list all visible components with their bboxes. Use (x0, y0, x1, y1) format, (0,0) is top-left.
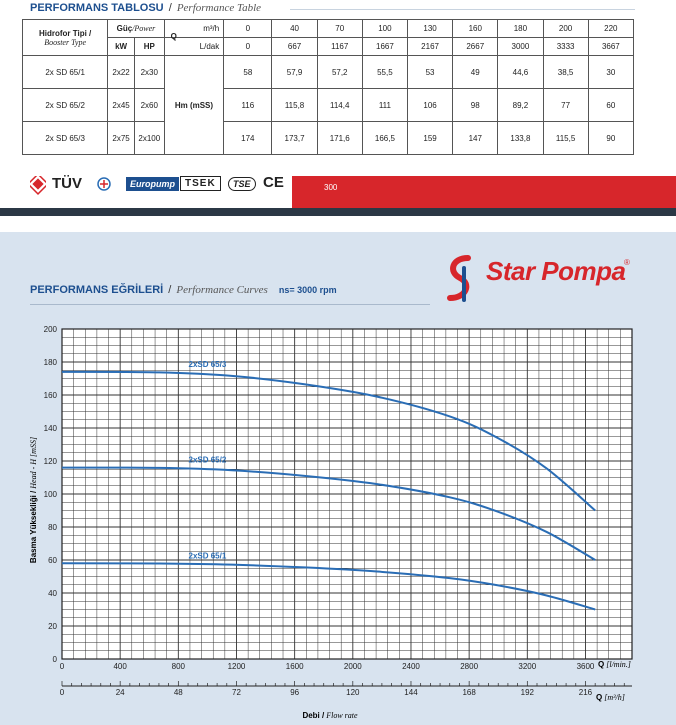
red-banner-text: 300 (324, 183, 338, 192)
head-value-cell: 89,2 (498, 89, 543, 122)
head-value-cell: 38,5 (543, 56, 588, 89)
model-cell: 2x SD 65/1 (23, 56, 108, 89)
x-tick-label-m3h: 120 (346, 688, 360, 697)
hp-cell: 2x60 (134, 89, 164, 122)
q-ldak-cell: 1667 (362, 38, 407, 56)
y-tick-label: 200 (43, 325, 57, 334)
x-tick-label-m3h: 48 (173, 688, 183, 697)
unit-m3h-label: m³/h (203, 24, 220, 33)
kw-header: kW (108, 38, 135, 56)
head-value-cell: 116 (224, 89, 272, 122)
head-value-cell: 57,9 (272, 56, 317, 89)
y-tick-label: 20 (48, 622, 57, 631)
head-value-cell: 77 (543, 89, 588, 122)
y-tick-label: 40 (48, 589, 57, 598)
q-m3h-cell: 40 (272, 20, 317, 38)
curves-subtitle: Performance Curves (176, 284, 268, 296)
x-tick-label-lmin: 2000 (343, 662, 362, 671)
x-tick-label-m3h: 96 (290, 688, 300, 697)
y-axis-ticks (44, 325, 58, 664)
y-tick-label: 0 (52, 655, 57, 664)
table-subtitle: Performance Table (176, 2, 262, 14)
q-ldak-cell: 1167 (317, 38, 362, 56)
x-axis-m3h (60, 681, 632, 697)
model-cell: 2x SD 65/3 (23, 122, 108, 155)
tuv-logo: TÜV (52, 175, 82, 192)
hp-cell: 2x30 (134, 56, 164, 89)
x-tick-label-m3h: 0 (59, 688, 65, 697)
curves-title: PERFORMANS EĞRİLERİ (30, 284, 164, 296)
q-ldak-cell: 3333 (543, 38, 588, 56)
hp-cell: 2x100 (134, 122, 164, 155)
head-value-cell: 174 (224, 122, 272, 155)
q-ldak-cell: 2167 (407, 38, 452, 56)
speed-label: ns= 3000 rpm (278, 285, 337, 295)
head-value-cell: 114,4 (317, 89, 362, 122)
x-tick-label-m3h: 216 (578, 688, 593, 697)
q-m3h-cell: 0 (224, 20, 272, 38)
head-value-cell: 166,5 (362, 122, 407, 155)
x-tick-label-lmin: 400 (113, 662, 127, 671)
ce-logo: CE (263, 174, 284, 191)
head-value-cell: 55,5 (362, 56, 407, 89)
tse-logo: TSE (228, 177, 256, 191)
x-tick-label-m3h: 24 (115, 688, 125, 697)
power-header-label-en: Power (134, 24, 156, 33)
kw-cell: 2x22 (108, 56, 135, 89)
head-value-cell: 49 (453, 56, 498, 89)
x-tick-label-lmin: 1200 (227, 662, 246, 671)
y-tick-label: 80 (48, 523, 57, 532)
head-value-cell: 30 (588, 56, 633, 89)
q-m3h-cell: 180 (498, 20, 543, 38)
x-tick-label-m3h: 168 (462, 688, 476, 697)
head-value-cell: 90 (588, 122, 633, 155)
y-tick-label: 140 (43, 424, 57, 433)
x-axis-m3h-label: Q [m³/h] (596, 693, 625, 702)
x-axis-lmin-label: Q [l/min.] (598, 660, 631, 669)
x-tick-label-lmin: 0 (59, 662, 65, 671)
q-ldak-cell: 2667 (453, 38, 498, 56)
x-tick-label-m3h: 192 (520, 688, 534, 697)
y-tick-label: 180 (43, 358, 57, 367)
series-label: 2xSD 65/1 (188, 551, 227, 561)
model-cell: 2x SD 65/2 (23, 89, 108, 122)
series-label: 2xSD 65/3 (188, 359, 227, 369)
head-value-cell: 60 (588, 89, 633, 122)
y-axis-label: Basma Yüksekliği /Head - H [mSS] (29, 436, 38, 564)
q-label: Q (170, 32, 177, 41)
q-ldak-cell: 667 (272, 38, 317, 56)
x-tick-label-m3h: 72 (232, 688, 241, 697)
type-header-label: Hidrofor Tipi / (38, 28, 92, 38)
unit-ldak-label: L/dak (164, 38, 224, 56)
curves-title-separator: / (168, 284, 172, 296)
q-m3h-cell: 220 (588, 20, 633, 38)
hm-label-cell: Hm (mSS) (164, 56, 224, 155)
y-tick-label: 160 (43, 391, 57, 400)
head-value-cell: 98 (453, 89, 498, 122)
tsek-logo: TSEK (180, 176, 221, 191)
x-tick-label-lmin: 2400 (402, 662, 420, 671)
head-value-cell: 147 (453, 122, 498, 155)
head-value-cell: 106 (407, 89, 452, 122)
x-tick-label-lmin: 1600 (285, 662, 304, 671)
x-axis-title: Debi / Flow rate (302, 711, 358, 720)
hp-header: HP (134, 38, 164, 56)
q-m3h-cell: 200 (543, 20, 588, 38)
power-header-cell: Güç/Power (108, 20, 164, 38)
head-value-cell: 44,6 (498, 56, 543, 89)
table-title: PERFORMANS TABLOSU (30, 2, 164, 14)
q-ldak-cell: 0 (224, 38, 272, 56)
q-ldak-cell: 3667 (588, 38, 633, 56)
q-ldak-cell: 3000 (498, 38, 543, 56)
head-value-cell: 111 (362, 89, 407, 122)
y-tick-label: 60 (48, 556, 57, 565)
head-value-cell: 115,8 (272, 89, 317, 122)
x-tick-label-m3h: 144 (404, 688, 418, 697)
q-m3h-cell: 130 (407, 20, 452, 38)
x-axis-lmin (60, 662, 595, 671)
chart-grid (62, 329, 632, 659)
series-label: 2xSD 65/2 (188, 455, 227, 465)
x-tick-label-lmin: 800 (171, 662, 186, 671)
type-header-label-en: Booster Type (44, 37, 87, 47)
table-title-separator: / (168, 2, 172, 14)
q-m3h-cell: 70 (317, 20, 362, 38)
y-tick-label: 120 (43, 457, 57, 466)
head-value-cell: 57,2 (317, 56, 362, 89)
q-m3h-cell: 160 (453, 20, 498, 38)
europump-logo: Europump (126, 177, 179, 191)
x-tick-label-lmin: 3600 (576, 662, 595, 671)
head-value-cell: 171,6 (317, 122, 362, 155)
kw-cell: 2x45 (108, 89, 135, 122)
q-m3h-cell: 100 (362, 20, 407, 38)
y-tick-label: 100 (43, 490, 57, 499)
power-header-label: Güç (116, 24, 133, 33)
head-value-cell: 173,7 (272, 122, 317, 155)
x-tick-label-lmin: 2800 (460, 662, 479, 671)
head-value-cell: 115,5 (543, 122, 588, 155)
head-value-cell: 58 (224, 56, 272, 89)
head-value-cell: 133,8 (498, 122, 543, 155)
head-value-cell: 53 (407, 56, 452, 89)
x-tick-label-lmin: 3200 (518, 662, 537, 671)
brand-name: Star Pompa (486, 256, 626, 286)
brand-registered-mark: ® (624, 258, 630, 267)
kw-cell: 2x75 (108, 122, 135, 155)
head-value-cell: 159 (407, 122, 452, 155)
